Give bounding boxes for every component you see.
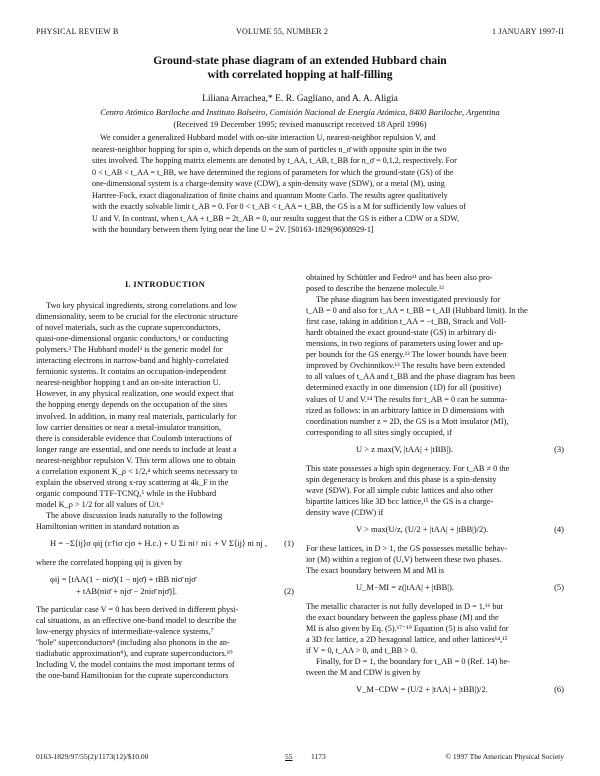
equation-5: [306, 582, 564, 595]
equation-2: [36, 574, 294, 598]
text-line: MI is also given by Eq. (5).¹⁷⁻¹⁹ Equation (5) is also valid for: [306, 624, 509, 634]
text-line: Hamiltonian written in standard notation as: [36, 521, 180, 531]
abstract-line: nearest-neighbor hopping for spin σ, which depends on the sum of particles n_σ̄ with opposite spin in the two: [92, 144, 447, 154]
body-paragraph: [306, 543, 564, 576]
text-line: organic compound TTF-TCNQ,⁵ while in the Hubbard: [36, 488, 217, 498]
page-number: 1173: [311, 752, 326, 761]
text-line: the one-band Hamiltonian for the cuprate superconductors: [36, 671, 229, 681]
text-line: of novel materials, such as the cuprate superconductors,: [36, 323, 221, 333]
text-line: This state possesses a high spin degeneracy. For t_AB ≠ 0 the: [306, 463, 510, 473]
text-line: nearest-neighbor hopping t and an on-site interaction U.: [36, 378, 221, 388]
text-line: spin degeneracy is broken and this phase is a spin-density: [306, 474, 497, 484]
text-line: interacting electrons in narrow-band and highly-correlated: [36, 356, 229, 366]
journal-name: PHYSICAL REVIEW B: [36, 27, 119, 36]
abstract-line: one-dimensional system is a charge-density wave (CDW), a spin-density wave (SDW), or a metal (M), using: [92, 179, 445, 189]
title-line: Ground-state phase diagram of an extended Hubbard chain: [153, 55, 447, 67]
equation-expression: + tAB(niσ̄ + njσ̄ − 2niσ̄ njσ̄)].: [76, 586, 177, 597]
abstract-line: 0 < t_AB < t_AA = t_BB, we have determined the regions of parameters for which the ground-state (GS) of the: [92, 167, 454, 177]
abstract: [92, 132, 516, 236]
left-column: [36, 279, 294, 681]
text-line: wave (SDW). For all simple cubic lattices and also other: [306, 485, 493, 495]
text-line: The exact boundary between M and MI is: [306, 566, 445, 576]
text-line: The above discussion leads naturally to the following: [46, 510, 223, 520]
author-list: Liliana Arrachea,* E. R. Gagliano, and A. A. Aligia: [202, 94, 398, 104]
text-line: posed to describe the benzene molecule.¹²: [306, 284, 444, 294]
text-line: polymers.² The Hubbard model³ is the generic model for: [36, 345, 223, 355]
text-line: The metallic character is not fully developed in D = 1,¹⁶ but: [306, 602, 503, 612]
equation-number: (3): [554, 443, 564, 454]
text-line: obtained by Schüttler and Fedro¹¹ and has been also pro-: [306, 273, 493, 282]
paper-title: [60, 54, 540, 82]
equation-number: (1): [284, 538, 294, 549]
text-line: Two key physical ingredients, strong correlations and low: [46, 301, 237, 311]
abstract-line: sites involved. The hopping matrix elements are denoted by t_AA, t_AB, t_BB for n_σ̄ = 0,1,2, respectively. For: [92, 156, 457, 166]
text-line: there is considerable evidence that Coulomb interactions of: [36, 433, 232, 443]
text-line: ior (M) within a region of (U,V) between these two phases.: [306, 554, 502, 564]
text-line: explain the observed strong x-ray scattering at 4k_F in the: [36, 477, 229, 487]
equation-number: (2): [284, 586, 294, 597]
text-line: cal situations, as an effective one-band model to describe the: [36, 616, 237, 626]
text-line: Finally, for D = 1, the boundary for t_AB = 0 (Ref. 14) be-: [316, 657, 510, 667]
text-line: involved. In addition, in many real materials, particularly for: [36, 411, 237, 421]
equation-3: [306, 444, 564, 457]
equation-1: [36, 538, 294, 551]
copyright: © 1997 The American Physical Society: [445, 752, 564, 761]
equation-expression: φij = [tAA(1 − niσ̄)(1 − njσ̄) + tBB niσ̄ njσ̄: [50, 574, 196, 585]
text-line: tween the M and CDW is given by: [306, 668, 421, 678]
text-line: where the correlated hopping φij is given by: [36, 558, 183, 568]
text-line: mensions, in two regions of parameters using lower and up-: [306, 339, 504, 349]
abstract-line: with the boundary between them lying near the line U = 2V. [S0163-1829(96)08929-1]: [92, 225, 374, 235]
issue-date: 1 JANUARY 1997-II: [492, 27, 564, 36]
text-line: longer range are essential, and one needs to include at least a: [36, 444, 237, 454]
text-line: to all values of t_AA and t_BB and the phase diagram has been: [306, 372, 515, 382]
text-line: improved by Ovchinnikov.¹³ The results have been extended: [306, 361, 505, 371]
intro-paragraph: [36, 510, 294, 532]
text-line: model K_ρ > 1/2 for all values of U/t.⁶: [36, 499, 164, 509]
equation-expression: V_M−CDW = (U/2 + |tAA| + |tBB|)/2.: [356, 684, 488, 695]
equation-expression: V > max(U/z, (U/2 + |tAA| + |tBB|)/2).: [356, 523, 489, 534]
equation-4: [306, 524, 564, 537]
volume-no: 55: [285, 752, 293, 761]
text-line: coordination number z = 2D, the GS is a Mott insulator (MI),: [306, 416, 509, 426]
equation-expression: H = −Σ⟨ij⟩σ φij (c†iσ cjσ + H.c.) + U Σi ni↑ ni↓ + V Σ⟨ij⟩ ni nj ,: [50, 538, 268, 549]
article-code: 0163-1829/97/55(2)/1173(12)/$10.00: [36, 752, 149, 761]
text-line: rized as follows: in an arbitrary lattice in D dimensions with: [306, 405, 505, 415]
equation-expression: U_M−MI = z(|tAA| + |tBB|).: [356, 582, 454, 593]
text-line: values of U and V.¹⁴ The results for t_AB = 0 can be summa-: [306, 394, 508, 404]
body-paragraph: [306, 272, 564, 294]
abstract-line: with the exactly solvable limit t_AB = 0. For 0 < t_AB < t_AA = t_BB, the GS is a M for sufficiently low values of: [92, 202, 466, 212]
text-line: For these lattices, in D > 1, the GS possesses metallic behav-: [306, 543, 508, 553]
equation-number: (6): [554, 684, 564, 695]
text-line: first case, taking in addition t_AA = −t_BB, Strack and Voll-: [306, 317, 507, 327]
title-line: with correlated hopping at half-filling: [207, 69, 393, 81]
text-line: low-energy physics of intermediate-valence systems,⁷: [36, 627, 214, 637]
body-paragraph: [306, 294, 564, 438]
equation-expression: U > z max(V, |tAA| + |tBB|).: [356, 443, 453, 454]
equation-number: (4): [554, 523, 564, 534]
intro-paragraph: [36, 604, 294, 681]
abstract-line: We consider a generalized Hubbard model with on-site interaction U, nearest-neighbor repulsion V, and: [100, 133, 436, 142]
text-line: low carrier densities or near a metal-insulator transition,: [36, 422, 222, 432]
text-line: nearest-neighbor repulsion V. This term allows one to obtain: [36, 455, 236, 465]
text-line: ''hole'' superconductors⁸ (including also phonons in the an-: [36, 638, 230, 648]
equation-6: [306, 684, 564, 697]
text-line: The particular case V = 0 has been derived in different physi-: [36, 605, 239, 615]
text-line: corresponding to all sites singly occupied, if: [306, 427, 452, 437]
text-line: the exact boundary between the gapless phase (M) and the: [306, 613, 499, 623]
text-line: determined exactly in one dimension (1D) for all (positive): [306, 383, 502, 393]
text-line: a correlation exponent K_ρ < 1/2,⁴ which seems necessary to: [36, 466, 238, 476]
text-line: hardt obtained the exact ground-state (GS) in arbitrary di-: [306, 328, 497, 338]
volume-number: VOLUME 55, NUMBER 2: [236, 27, 329, 36]
right-column: [306, 272, 564, 703]
text-line: per bounds for the GS energy.¹² The lower bounds have been: [306, 350, 507, 360]
section-heading: I. INTRODUCTION: [124, 279, 206, 289]
text-line: bipartite lattices like 3D bcc lattice,¹⁵ the GS is a charge-: [306, 496, 494, 506]
text-line: if V = 0, t_AA > 0, and t_BB > 0.: [306, 646, 418, 656]
text-line: tiadiabatic approximation⁹), and cuprate superconductors.¹⁰: [36, 649, 233, 659]
text-line: the hopping energy depends on the occupation of the sites: [36, 400, 228, 410]
text-line: dimensionality, seem to be crucial for the electronic structure: [36, 312, 238, 322]
text-line: a 3D fcc lattice, a 2D hexagonal lattice, and other lattices¹⁴,¹⁵: [306, 635, 508, 645]
received-dates: (Received 19 December 1995; revised manuscript received 18 April 1996): [173, 119, 427, 129]
text-line: quasi-one-dimensional organic conductors,¹ or conducting: [36, 334, 229, 344]
affiliation: Centro Atómico Bariloche and Instituto Balseiro, Comisión Nacional de Energía Atómica, 8400 Bariloche, Argentina: [100, 107, 500, 117]
body-paragraph: [306, 463, 564, 518]
body-paragraph: [306, 656, 564, 678]
abstract-line: Hartree-Fock, exact diagonalization of finite chains and quantum Monte Carlo. The results agree qualitatively: [92, 190, 448, 200]
text-line: fermionic systems. It contains an occupation-independent: [36, 367, 227, 377]
abstract-line: U and V. In contrast, when t_AA + t_BB = 2t_AB = 0, our results suggest that the GS is either a CDW or a SDW,: [92, 213, 460, 223]
text-line: t_AB = 0 and also for t_AA = t_BB = t_AB (Hubbard limit). In the: [306, 306, 528, 316]
text-line: The phase diagram has been investigated previously for: [316, 295, 500, 305]
text-line: However, in any physical realization, one would expect that: [36, 389, 234, 399]
body-paragraph: [306, 601, 564, 656]
intro-paragraph: [36, 300, 294, 510]
text-line: density wave (CDW) if: [306, 507, 384, 517]
equation-number: (5): [554, 582, 564, 593]
text-line: Including V, the model contains the most important terms of: [36, 660, 235, 670]
